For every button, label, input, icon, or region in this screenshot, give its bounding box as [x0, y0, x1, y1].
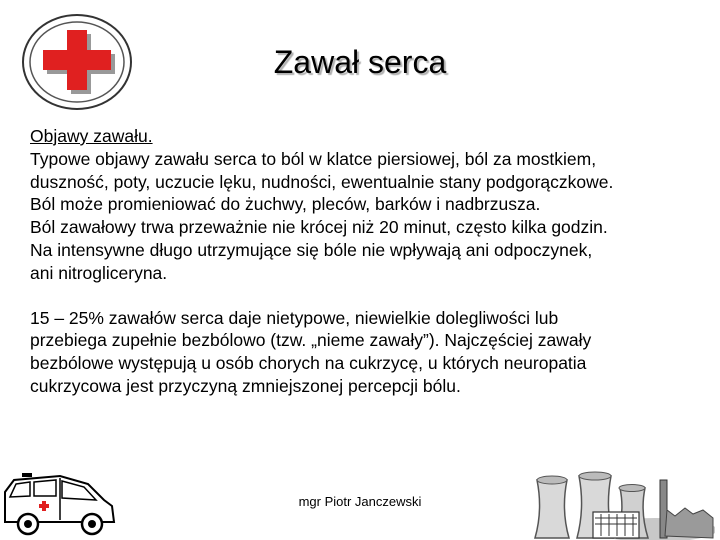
- ambulance-icon: [0, 470, 120, 540]
- section-heading: Objawy zawału.: [30, 126, 153, 146]
- text-line: cukrzycowa jest przyczyną zmniejszonej percepcji bólu.: [30, 375, 461, 396]
- slide-title: Zawał serca: [273, 44, 447, 80]
- text-line: ani nitrogliceryna.: [30, 262, 168, 283]
- author-name: mgr Piotr Janczewski: [298, 494, 422, 509]
- text-line: Typowe objawy zawału serca to ból w klatce piersiowej, ból za mostkiem,: [30, 148, 597, 169]
- power-plant-icon: [515, 460, 715, 540]
- text-line: bezbólowe występują u osób chorych na cukrzycę, u których neuropatia: [30, 353, 587, 374]
- text-line: Ból zawałowy trwa przeważnie nie krócej niż 20 minut, często kilka godzin.: [30, 217, 608, 238]
- red-cross-icon: [20, 12, 134, 112]
- text-line: duszność, poty, uczucie lęku, nudności, ewentualnie stany podgorączkowe.: [30, 171, 614, 192]
- slide-content: [30, 125, 705, 398]
- text-line: Na intensywne długo utrzymujące się bóle nie wpływają ani odpoczynek,: [30, 239, 593, 260]
- text-line: Ból może promieniować do żuchwy, pleców, barków i nadbrzusza.: [30, 194, 541, 215]
- text-line: 15 – 25% zawałów serca daje nietypowe, niewielkie dolegliwości lub: [30, 307, 559, 328]
- paragraph-gap: [30, 285, 705, 307]
- text-line: przebiega zupełnie bezbólowo (tzw. „nieme zawały”). Najczęściej zawały: [30, 330, 592, 351]
